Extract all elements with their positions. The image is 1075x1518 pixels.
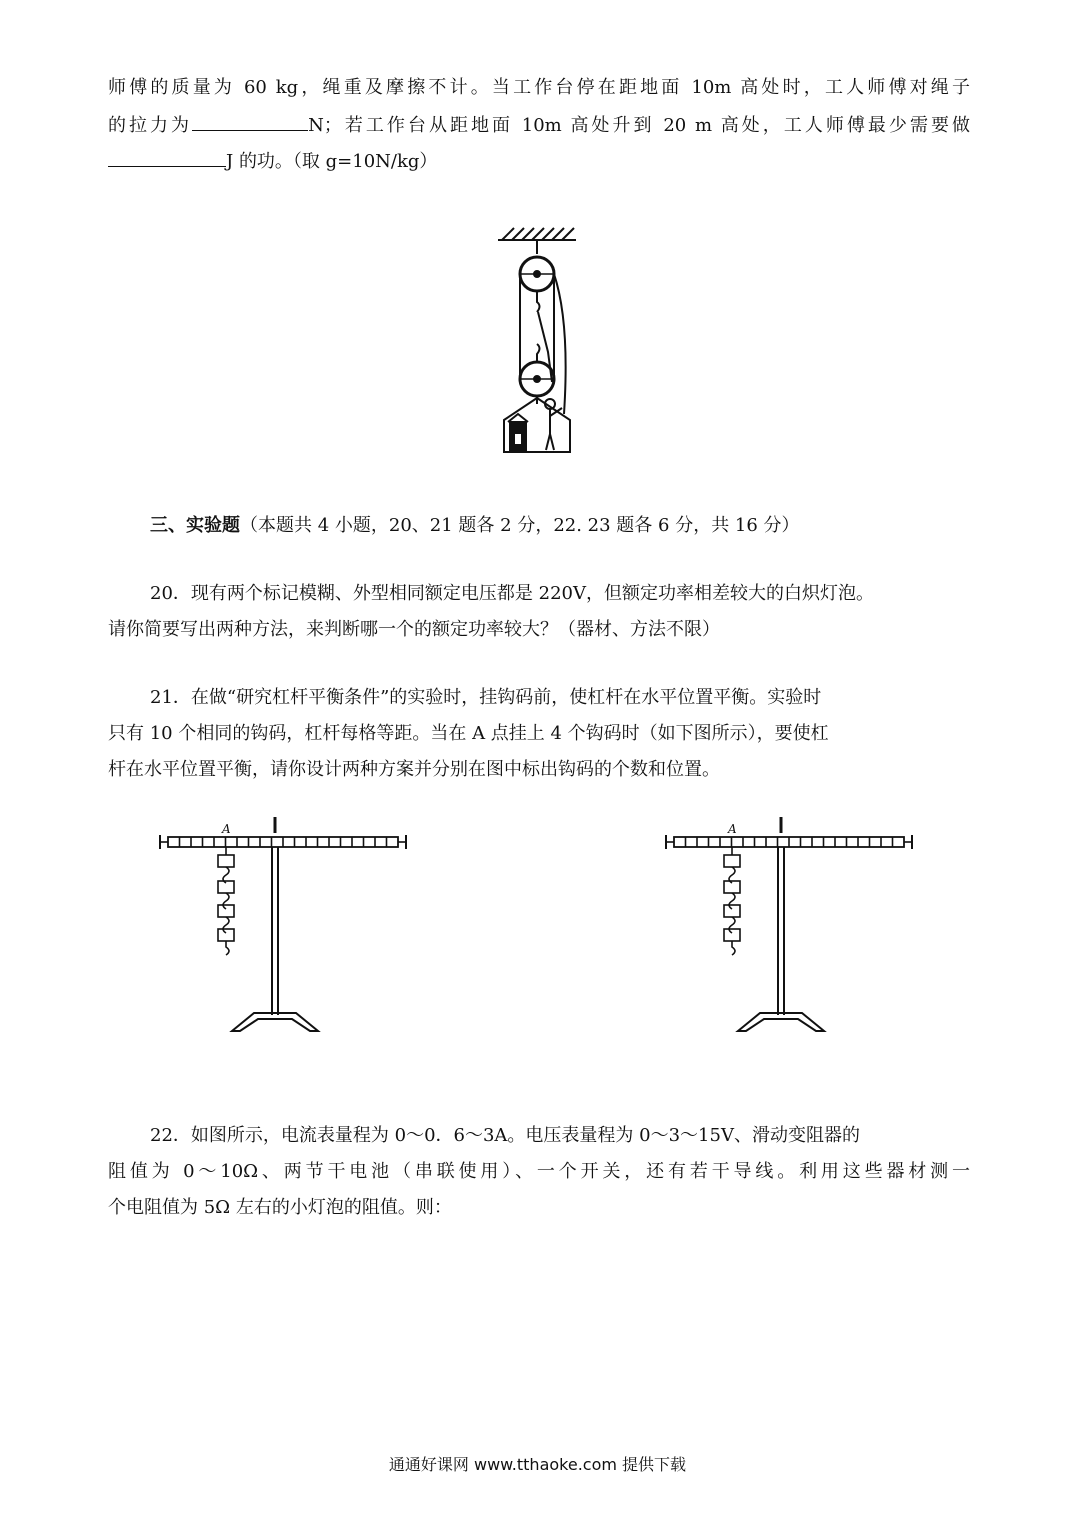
problem19-line2-b: N；若工作台从距地面 10m 高处升到 20 m 高处，工人师傅最少需要做 xyxy=(308,115,970,136)
lever-figure-left xyxy=(158,815,408,1035)
problem21-line2: 只有 10 个相同的钩码，杠杆每格等距。当在 A 点挂上 4 个钩码时（如下图所示），要使杠 xyxy=(108,723,829,744)
pulley-figure xyxy=(490,222,590,458)
section3-heading xyxy=(150,512,970,540)
answer-blank-work[interactable] xyxy=(108,146,226,167)
problem21-line3: 杆在水平位置平衡，请你设计两种方案并分别在图中标出钩码的个数和位置。 xyxy=(108,759,720,780)
problem22-line3: 个电阻值为 5Ω 左右的小灯泡的阻值。则： xyxy=(108,1197,452,1218)
problem22-line1: 22．如图所示，电流表量程为 0～0．6～3A。电压表量程为 0～3～15V、滑动变阻器的 xyxy=(150,1125,860,1146)
section3-title: 三、实验题 xyxy=(150,515,240,536)
page-footer: 通通好课网 www.tthaoke.com 提供下载 xyxy=(388,1455,687,1474)
problem19-line2 xyxy=(108,110,970,140)
problem19-line2-a: 的拉力为 xyxy=(108,115,193,136)
section3-detail: （本题共 4 小题，20、21 题各 2 分，22. 23 题各 6 分，共 16 分） xyxy=(240,515,800,536)
problem19-line3-text: J 的功。（取 g=10N/kg） xyxy=(226,151,438,172)
problem20-line2: 请你简要写出两种方法，来判断哪一个的额定功率较大？（器材、方法不限） xyxy=(108,619,720,640)
problem20-line1: 20．现有两个标记模糊、外型相同额定电压都是 220V，但额定功率相差较大的白炽灯泡。 xyxy=(150,583,874,604)
lever-point-label-left: A xyxy=(222,822,231,836)
problem21-line1: 21．在做“研究杠杆平衡条件”的实验时，挂钩码前，使杠杆在水平位置平衡。实验时 xyxy=(150,687,822,708)
lever-point-label-right: A xyxy=(728,822,737,836)
answer-blank-force[interactable] xyxy=(192,110,308,131)
lever-figure-right xyxy=(664,815,914,1035)
problem22-line2: 阻值为 0～10Ω、两节干电池（串联使用）、一个开关，还有若干导线。利用这些器材测一 xyxy=(108,1161,970,1182)
problem19-line3 xyxy=(108,146,970,176)
problem19-line1: 师傅的质量为 60 kg，绳重及摩擦不计。当工作台停在距地面 10m 高处时，工人师傅对绳子 xyxy=(108,77,970,98)
